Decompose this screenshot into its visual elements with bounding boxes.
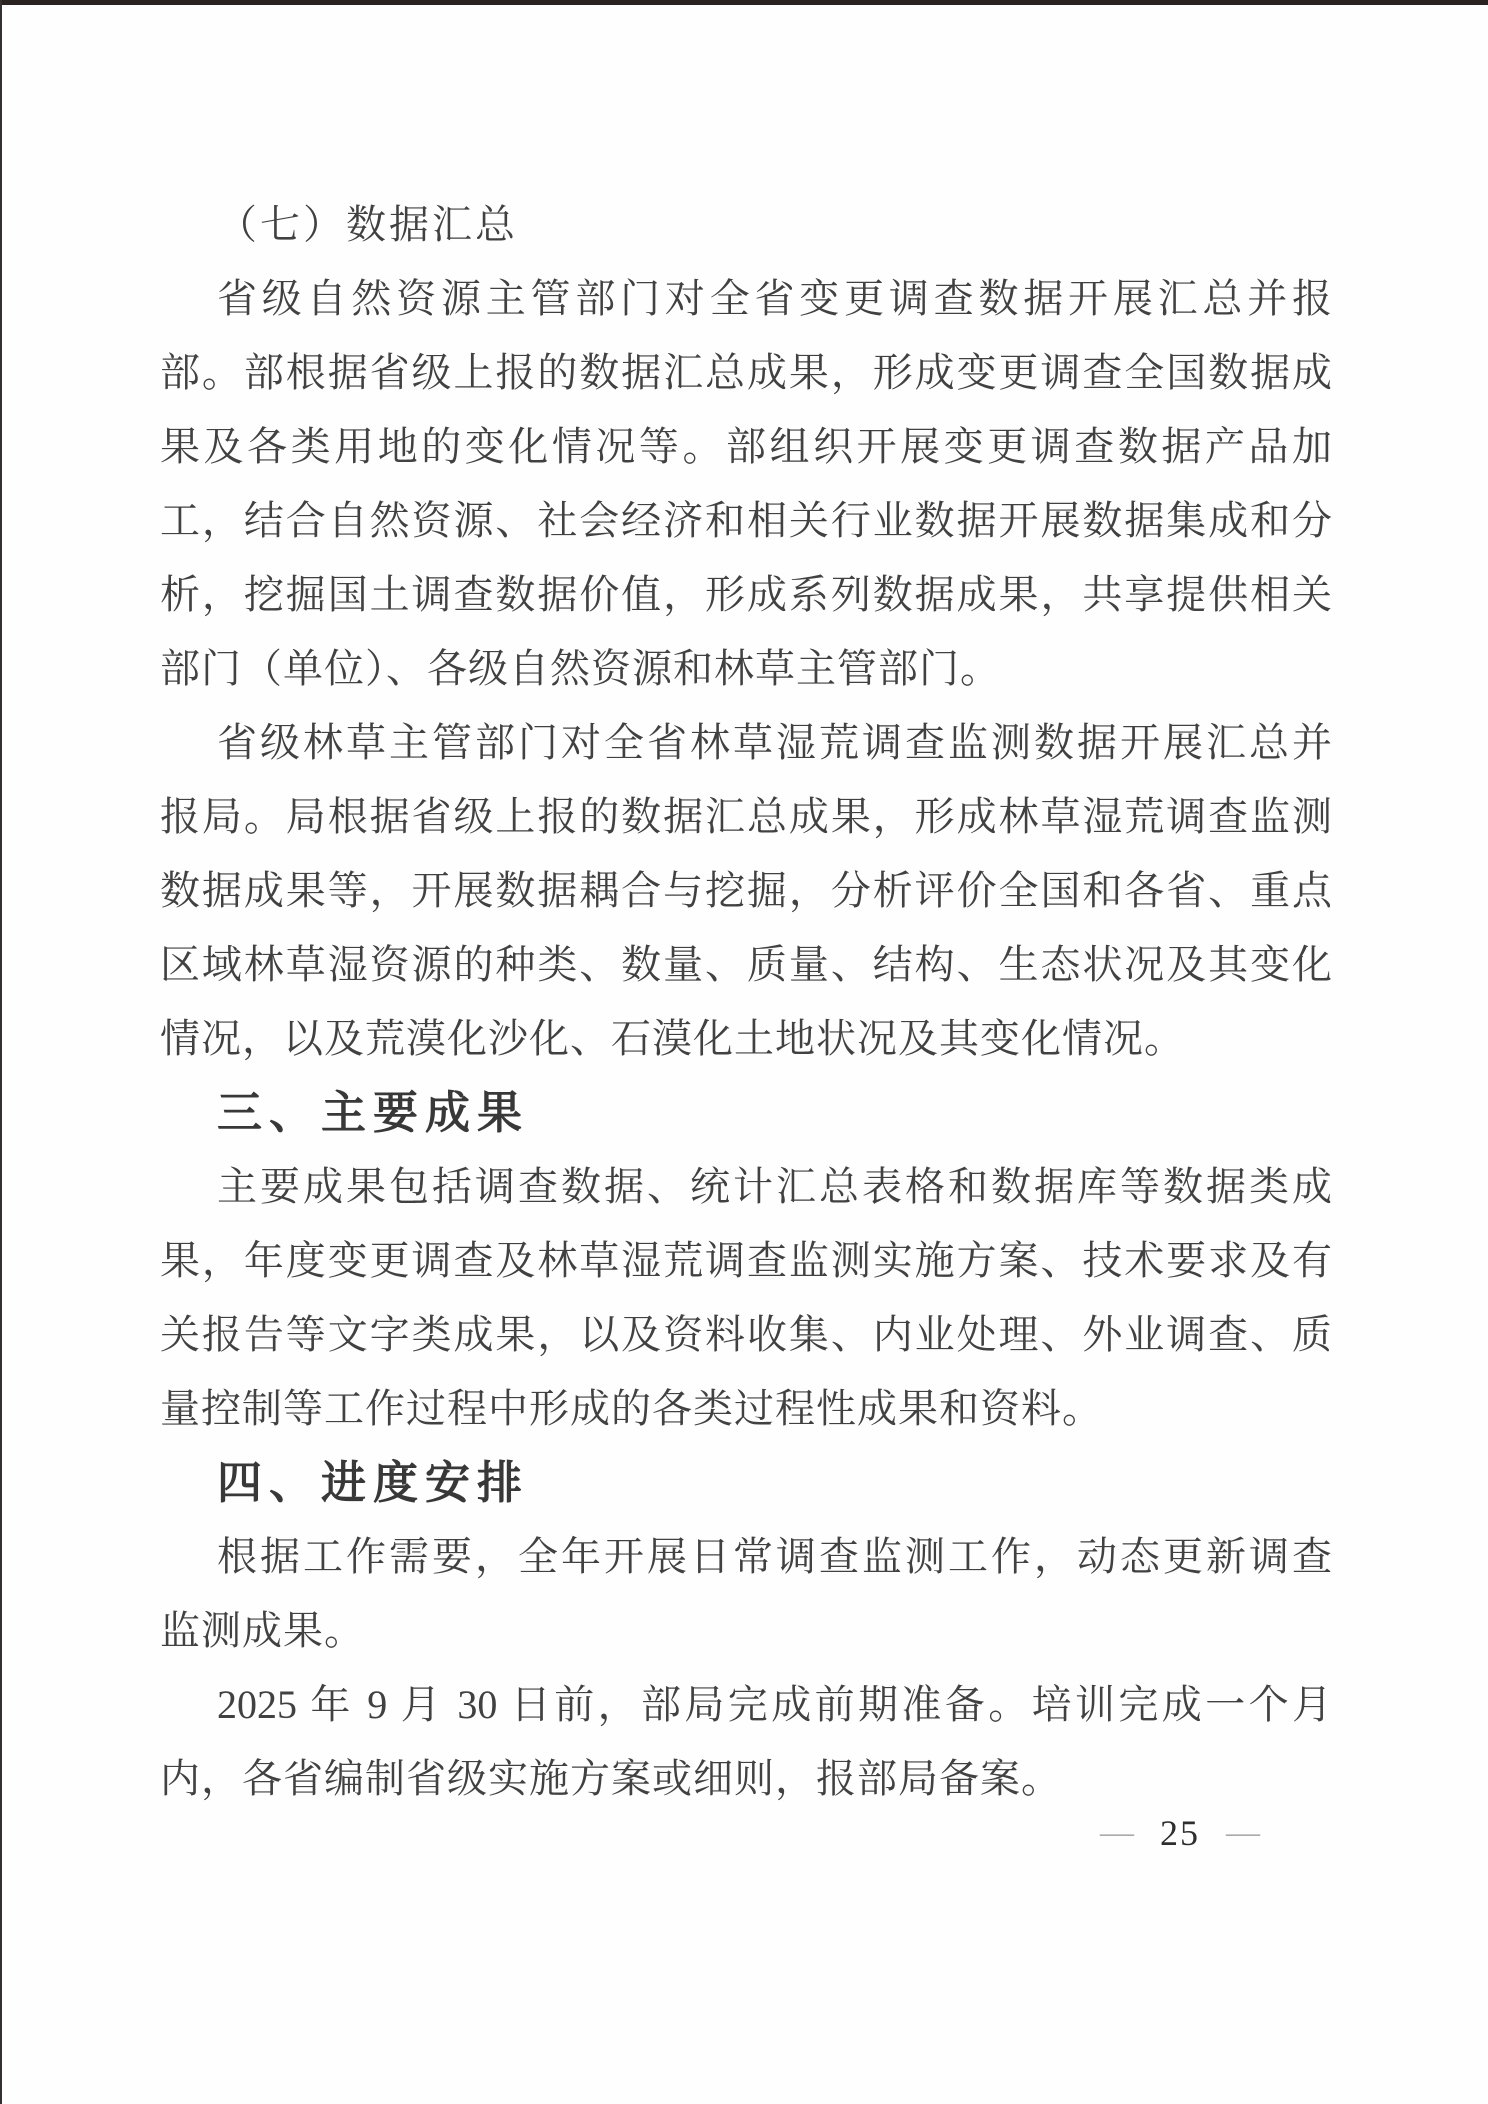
text-line: 果及各类用地的变化情况等。部组织开展变更调查数据产品加 [160,424,1332,469]
page-top-border [0,0,1488,5]
text-line: 情况，以及荒漠化沙化、石漠化土地状况及其变化情况。 [160,1016,1185,1061]
text-line: 省级自然资源主管部门对全省变更调查数据开展汇总并报 [217,276,1332,321]
text-line: 2025 年 9 月 30 日前，部局完成前期准备。培训完成一个月 [217,1682,1332,1727]
text-column [160,188,1332,1816]
text-line: 析，挖掘国土调查数据价值，形成系列数据成果，共享提供相关 [160,572,1332,617]
page-number: 25 [1160,1813,1200,1853]
page-left-border [0,0,2,2104]
text-line: 报局。局根据省级上报的数据汇总成果，形成林草湿荒调查监测 [160,794,1332,839]
text-line: 量控制等工作过程中形成的各类过程性成果和资料。 [160,1386,1103,1431]
text-line: 区域林草湿资源的种类、数量、质量、结构、生态状况及其变化 [160,942,1332,987]
section-heading: 四、进度安排 [217,1457,530,1508]
text-line: 关报告等文字类成果，以及资料收集、内业处理、外业调查、质 [160,1312,1332,1357]
page-footer [1100,1812,1260,1854]
footer-left-dash: — [1100,1814,1134,1851]
text-line: 主要成果包括调查数据、统计汇总表格和数据库等数据类成 [217,1164,1332,1209]
footer-right-dash: — [1226,1814,1260,1851]
text-line: 部门（单位）、各级自然资源和林草主管部门。 [160,646,1001,691]
sub-section-heading: （七）数据汇总 [217,202,518,247]
text-line: 根据工作需要，全年开展日常调查监测工作，动态更新调查 [217,1534,1332,1579]
text-line: 监测成果。 [160,1608,365,1653]
text-line: 部。部根据省级上报的数据汇总成果，形成变更调查全国数据成 [160,350,1332,395]
text-line: 工，结合自然资源、社会经济和相关行业数据开展数据集成和分 [160,498,1332,543]
text-line: 省级林草主管部门对全省林草湿荒调查监测数据开展汇总并 [217,720,1332,765]
text-line: 数据成果等，开展数据耦合与挖掘，分析评价全国和各省、重点 [160,868,1332,913]
text-line: 内，各省编制省级实施方案或细则，报部局备案。 [160,1756,1062,1801]
section-heading: 三、主要成果 [217,1087,530,1138]
text-line: 果，年度变更调查及林草湿荒调查监测实施方案、技术要求及有 [160,1238,1332,1283]
